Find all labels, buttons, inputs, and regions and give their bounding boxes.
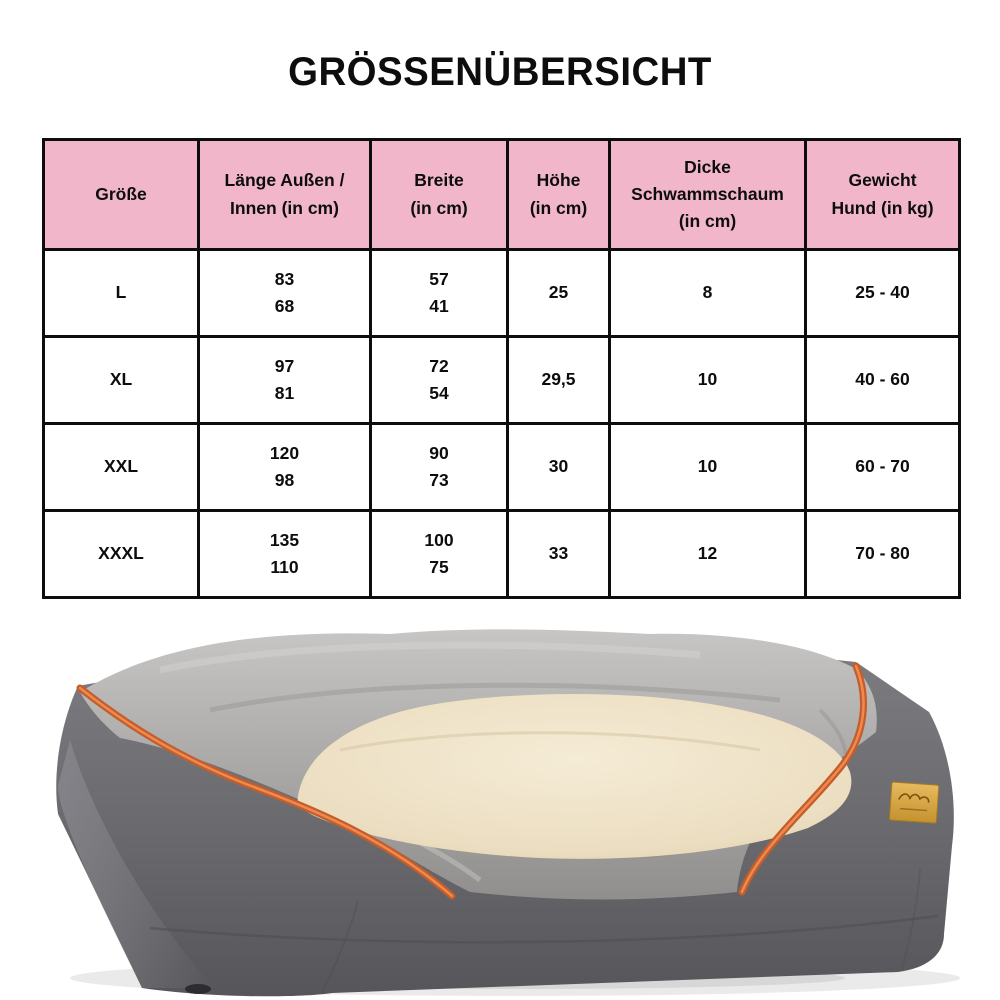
value: 60 - 70 (855, 456, 910, 477)
cell-laenge (199, 337, 371, 424)
header-breite (371, 140, 508, 250)
value: 75 (429, 557, 449, 577)
cell-groesse (44, 250, 199, 337)
value: 72 (429, 355, 449, 376)
value: 110 (270, 557, 299, 577)
header-text: (in cm) (410, 197, 468, 218)
header-text: Dicke (684, 156, 731, 177)
dog-bed-photo (0, 600, 1000, 1000)
cell-breite (371, 250, 508, 337)
value: 25 - 40 (855, 282, 910, 303)
cell-breite (371, 424, 508, 511)
header-dicke (610, 140, 806, 250)
value: 30 (548, 456, 569, 477)
cell-dicke (610, 337, 806, 424)
table-row-xxxl (44, 511, 960, 598)
cell-breite (371, 511, 508, 598)
value: 100 (424, 529, 454, 550)
value: 29,5 (541, 369, 576, 390)
header-text: Größe (95, 183, 147, 204)
value: 12 (697, 543, 718, 564)
size-label: XXXL (98, 543, 144, 564)
size-table (42, 138, 961, 599)
cell-gewicht (806, 511, 960, 598)
header-text: Schwammschaum (631, 183, 784, 204)
cell-dicke (610, 511, 806, 598)
header-row (44, 140, 960, 250)
value: 68 (274, 296, 295, 316)
table-row-xl (44, 337, 960, 424)
value: 10 (697, 456, 718, 477)
value: 8 (702, 282, 713, 303)
cell-hoehe (508, 250, 610, 337)
size-label: XXL (103, 456, 139, 477)
cell-hoehe (508, 511, 610, 598)
value: 70 - 80 (855, 543, 910, 564)
bed-foot (185, 984, 211, 994)
value: 97 (274, 355, 295, 376)
header-text: Länge Außen / (224, 170, 345, 191)
value: 98 (274, 470, 295, 490)
cell-laenge (199, 250, 371, 337)
bed-cushion (298, 694, 852, 859)
value: 81 (274, 383, 295, 403)
value: 40 - 60 (855, 369, 910, 390)
header-laenge (199, 140, 371, 250)
header-text: Höhe (536, 170, 581, 191)
header-text: (in cm) (678, 211, 737, 232)
cell-gewicht (806, 424, 960, 511)
cell-gewicht (806, 250, 960, 337)
size-table-header (44, 140, 960, 250)
value: 41 (429, 296, 449, 316)
value: 33 (548, 543, 569, 564)
value: 73 (429, 470, 449, 490)
table-row-l (44, 250, 960, 337)
size-label: L (115, 282, 127, 303)
cell-laenge (199, 511, 371, 598)
header-hoehe (508, 140, 610, 250)
value: 120 (269, 442, 300, 463)
header-gewicht (806, 140, 960, 250)
header-text: Innen (in cm) (230, 197, 339, 218)
page-title: GRÖSSENÜBERSICHT (288, 50, 712, 94)
header-text: Hund (in kg) (831, 197, 934, 218)
value: 57 (429, 268, 449, 289)
cell-groesse (44, 424, 199, 511)
cell-dicke (610, 424, 806, 511)
size-label: XL (109, 369, 133, 390)
value: 135 (269, 529, 300, 550)
header-text: (in cm) (529, 197, 588, 218)
cell-laenge (199, 424, 371, 511)
cell-breite (371, 337, 508, 424)
header-text: Breite (414, 170, 464, 191)
value: 25 (548, 282, 569, 303)
cell-groesse (44, 511, 199, 598)
header-groesse (44, 140, 199, 250)
size-table-body (44, 250, 960, 598)
table-row-xxl (44, 424, 960, 511)
cell-groesse (44, 337, 199, 424)
value: 54 (429, 383, 449, 403)
cell-hoehe (508, 337, 610, 424)
value: 90 (429, 442, 449, 463)
header-text: Gewicht (848, 170, 917, 191)
cell-hoehe (508, 424, 610, 511)
value: 10 (697, 369, 718, 390)
cell-gewicht (806, 337, 960, 424)
brand-tag (889, 782, 939, 823)
value: 83 (274, 268, 295, 289)
cell-dicke (610, 250, 806, 337)
